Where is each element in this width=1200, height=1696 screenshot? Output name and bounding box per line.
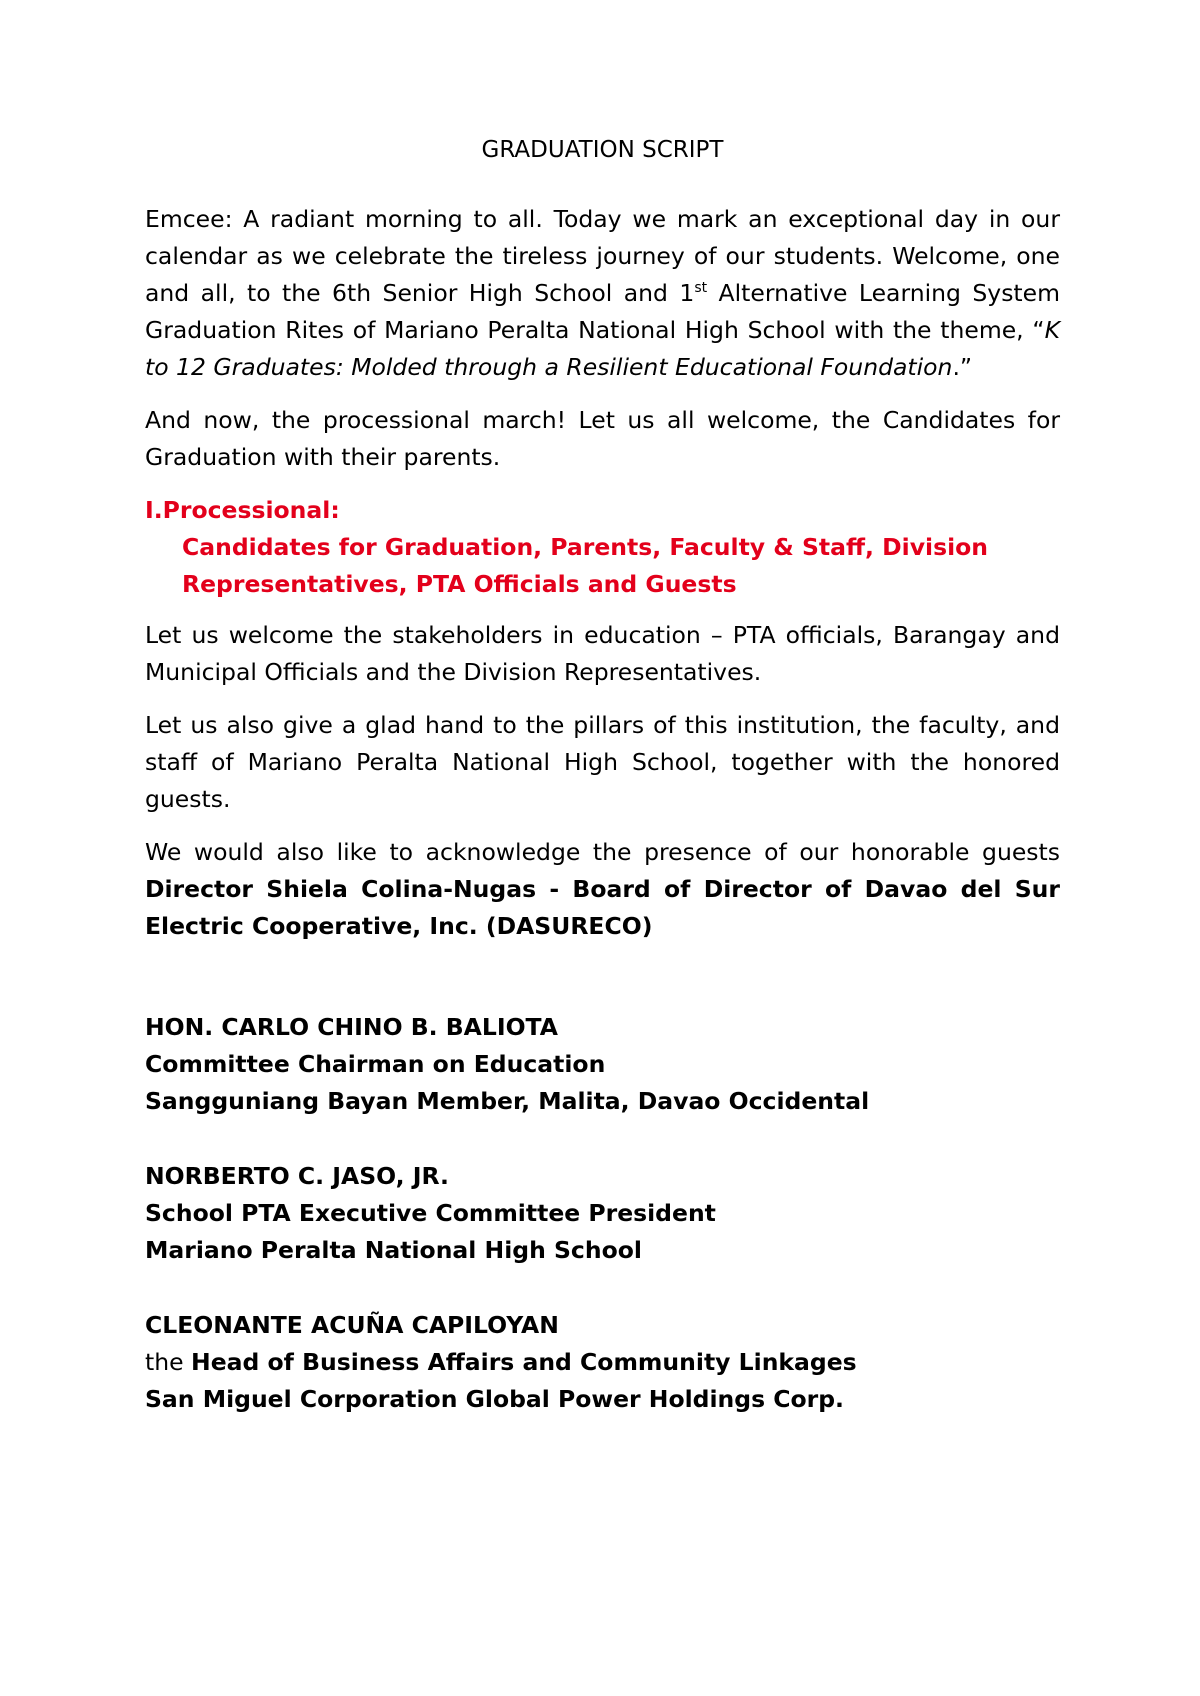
document-page — [145, 132, 1060, 1418]
guest-director-name: Director Shiela Colina-Nugas - Board of Director of Davao del Sur Electric Cooperative, Inc. (DASURECO) — [145, 875, 1060, 940]
guest-block — [145, 1158, 1060, 1269]
guest-title: Committee Chairman on Education — [145, 1050, 606, 1078]
guest-title-main: Head of Business Affairs and Community Linkages — [191, 1348, 857, 1376]
guest-block — [145, 1009, 1060, 1120]
welcome-text-continued: Alternative Learning System Graduation Rites of Mariano Peralta National High School with the theme, “ — [145, 279, 1060, 344]
processional-participants: Candidates for Graduation, Parents, Faculty & Staff, Division Representatives, PTA Officials and Guests — [182, 533, 988, 598]
guest-title-prefix: the — [145, 1348, 192, 1376]
section-heading-processional — [145, 492, 1060, 529]
guest-affiliation: Mariano Peralta National High School — [145, 1236, 642, 1264]
processional-intro-paragraph: And now, the processional march! Let us all welcome, the Candidates for Graduation with their parents. — [145, 406, 1060, 471]
section-number: I. — [145, 496, 163, 524]
section-label: Processional: — [162, 496, 340, 524]
guest-title: School PTA Executive Committee President — [145, 1199, 716, 1227]
honorable-guests-paragraph — [145, 834, 1060, 945]
guest-block — [145, 1307, 1060, 1418]
guest-name: HON. CARLO CHINO B. BALIOTA — [145, 1013, 558, 1041]
welcome-paragraph — [145, 201, 1060, 386]
theme-close: .” — [952, 353, 973, 381]
document-title: GRADUATION SCRIPT — [481, 137, 724, 163]
welcome-text: Emcee: A radiant morning to all. Today we mark an exceptional day in our calendar as we celebrate the tireless journey of our students. Welcome, one and all, to the 6th Senior High School and 1 — [145, 205, 1060, 307]
stakeholders-paragraph: Let us welcome the stakeholders in education – PTA officials, Barangay and Municipal Officials and the Division Representatives. — [145, 621, 1060, 686]
guest-affiliation: San Miguel Corporation Global Power Holdings Corp. — [145, 1385, 844, 1413]
guest-affiliation: Sangguniang Bayan Member, Malita, Davao Occidental — [145, 1087, 870, 1115]
guests-intro-text: We would also like to acknowledge the presence of our honorable guests — [145, 838, 1060, 866]
guest-name: CLEONANTE ACUÑA CAPILOYAN — [145, 1311, 559, 1339]
guest-title — [145, 1344, 1060, 1381]
guest-name: NORBERTO C. JASO, JR. — [145, 1162, 449, 1190]
ordinal-suffix: st — [694, 280, 708, 297]
theme-text: K to 12 Graduates: Molded through a Resilient Educational Foundation — [145, 316, 1060, 381]
faculty-paragraph: Let us also give a glad hand to the pillars of this institution, the faculty, and staff of Mariano Peralta National High School, together with the honored guests. — [145, 711, 1060, 813]
